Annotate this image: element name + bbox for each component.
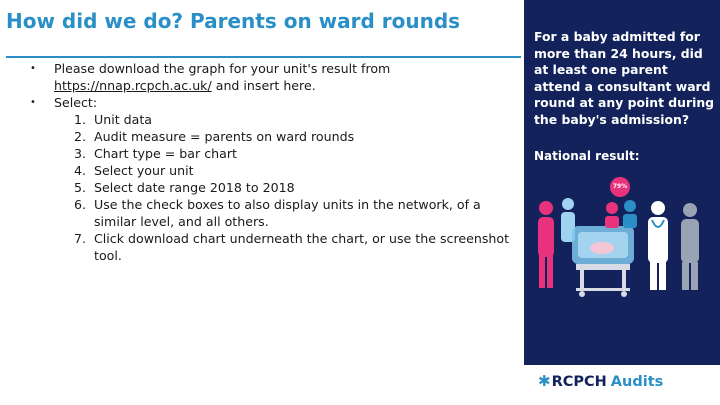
step-number: 4.	[73, 163, 86, 178]
parent-figure-icon	[538, 201, 554, 288]
step-item	[68, 145, 516, 162]
step-number: 7.	[73, 231, 86, 246]
select-label: Select:	[54, 95, 98, 110]
incubator-icon	[572, 226, 634, 297]
step-number: 1.	[73, 112, 86, 127]
nnap-link[interactable]: https://nnap.rcpch.ac.uk/	[54, 78, 212, 93]
step-text: Unit data	[94, 112, 153, 127]
rcpch-audits-logo	[538, 372, 663, 394]
nurse-figure-icon	[605, 200, 637, 228]
step-text: Select your unit	[94, 163, 194, 178]
step-number: 6.	[73, 197, 86, 212]
step-item	[68, 179, 516, 196]
step-text: Click download chart underneath the chart, or use the screenshot tool.	[94, 231, 510, 263]
logo-main: RCPCH	[551, 374, 607, 390]
step-text: Use the check boxes to also display units in the network, of a similar level, and all others.	[94, 197, 481, 229]
download-text: Please download the graph for your unit's result from	[54, 61, 391, 76]
bullet-select	[30, 94, 516, 264]
audit-question: For a baby admitted for more than 24 hours, did at least one parent attend a consultant ward round at any point during the baby's admission?	[534, 29, 715, 127]
national-result-panel	[524, 0, 720, 365]
national-result-label: National result:	[534, 149, 640, 163]
step-number: 2.	[73, 129, 86, 144]
bullet-download	[30, 60, 516, 94]
instructions	[30, 60, 516, 264]
step-item	[68, 196, 516, 230]
slide-title: How did we do? Parents on ward rounds	[6, 9, 461, 33]
logo-sub: Audits	[610, 374, 664, 390]
doctor-figure-icon	[648, 201, 668, 290]
steps-list	[54, 111, 516, 264]
step-number: 3.	[73, 146, 86, 161]
step-item	[68, 230, 516, 264]
parents-ward-round-illustration	[532, 190, 712, 300]
step-number: 5.	[73, 180, 86, 195]
step-text: Audit measure = parents on ward rounds	[94, 129, 355, 144]
step-item	[68, 128, 516, 145]
step-text: Select date range 2018 to 2018	[94, 180, 295, 195]
consultant-figure-icon	[681, 203, 699, 290]
title-underline	[6, 56, 521, 58]
step-item	[68, 111, 516, 128]
national-result-badge: 79%	[610, 177, 630, 197]
download-suffix: and insert here.	[211, 78, 316, 93]
step-item	[68, 162, 516, 179]
rcpch-star-icon: ✱	[538, 372, 551, 390]
step-text: Chart type = bar chart	[94, 146, 237, 161]
bullet-list	[30, 60, 516, 264]
